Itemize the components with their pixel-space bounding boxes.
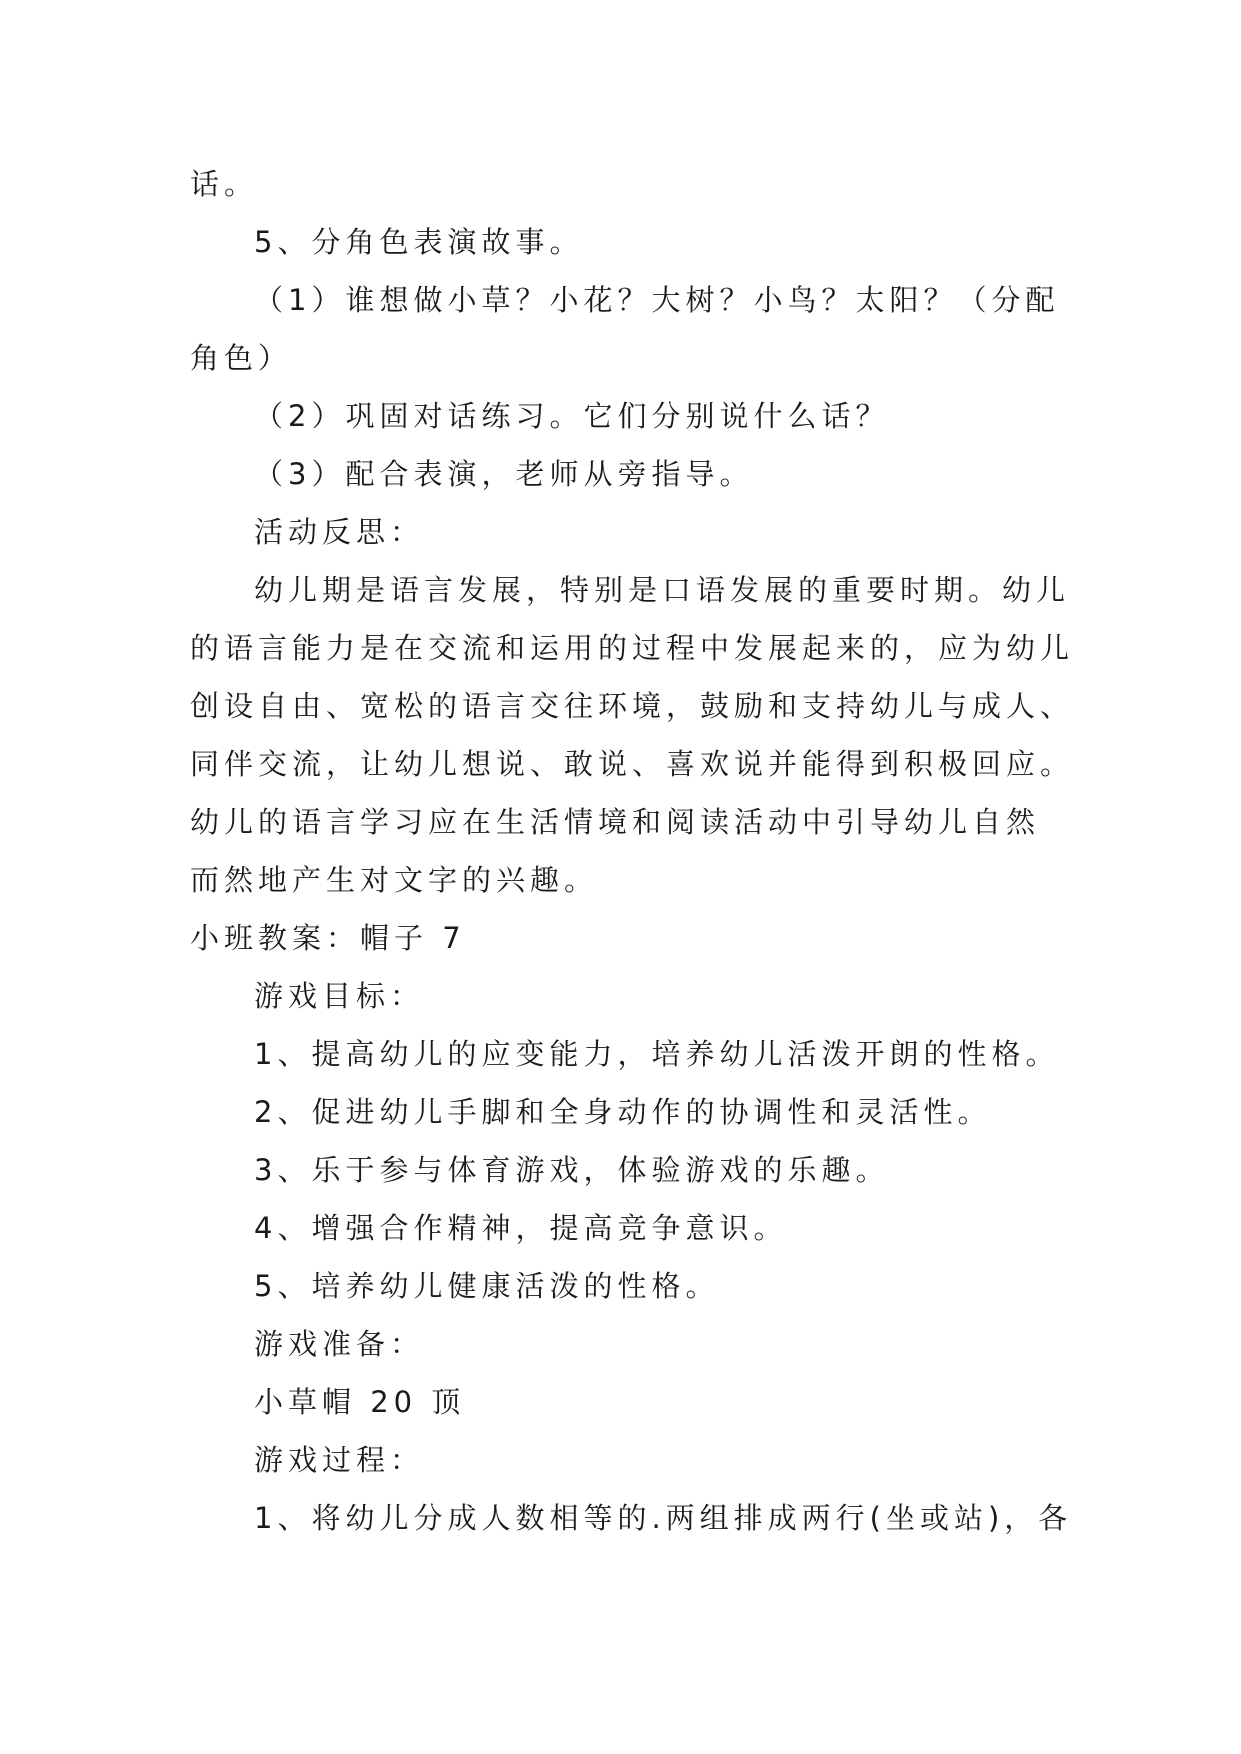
section-heading: 游戏目标： xyxy=(254,979,425,1013)
paragraph-line: 同伴交流，让幼儿想说、敢说、喜欢说并能得到积极回应。 xyxy=(190,747,1075,781)
list-item: （3）配合表演，老师从旁指导。 xyxy=(254,457,754,491)
list-item: 2、促进幼儿手脚和全身动作的协调性和灵活性。 xyxy=(254,1095,992,1129)
list-item: 1、将幼儿分成人数相等的.两组排成两行(坐或站)，各 xyxy=(254,1501,1073,1535)
paragraph-line: 的语言能力是在交流和运用的过程中发展起来的，应为幼儿 xyxy=(190,631,1075,665)
section-heading: 游戏过程： xyxy=(254,1443,425,1477)
section-heading: 活动反思： xyxy=(254,515,425,549)
list-item: 5、分角色表演故事。 xyxy=(254,225,584,259)
list-item: 3、乐于参与体育游戏，体验游戏的乐趣。 xyxy=(254,1153,890,1187)
text-line: 小草帽 20 顶 xyxy=(254,1385,466,1419)
text-line: 话。 xyxy=(190,167,259,201)
paragraph-line: 而然地产生对文字的兴趣。 xyxy=(190,863,599,897)
text-line: 角色） xyxy=(190,341,293,375)
document-body xyxy=(190,155,1075,1547)
paragraph-line: 幼儿的语言学习应在生活情境和阅读活动中引导幼儿自然 xyxy=(190,805,1041,839)
paragraph-line: 创设自由、宽松的语言交往环境，鼓励和支持幼儿与成人、 xyxy=(190,689,1075,723)
list-item: 1、提高幼儿的应变能力，培养幼儿活泼开朗的性格。 xyxy=(254,1037,1060,1071)
paragraph-line: 幼儿期是语言发展，特别是口语发展的重要时期。幼儿 xyxy=(254,573,1071,607)
list-item: 5、培养幼儿健康活泼的性格。 xyxy=(254,1269,720,1303)
list-item: 4、增强合作精神，提高竞争意识。 xyxy=(254,1211,788,1245)
section-heading: 游戏准备： xyxy=(254,1327,425,1361)
list-item: （2）巩固对话练习。它们分别说什么话？ xyxy=(254,399,890,433)
document-title: 小班教案：帽子 7 xyxy=(190,921,466,955)
list-item: （1）谁想做小草？小花？大树？小鸟？太阳？（分配 xyxy=(254,283,1060,317)
